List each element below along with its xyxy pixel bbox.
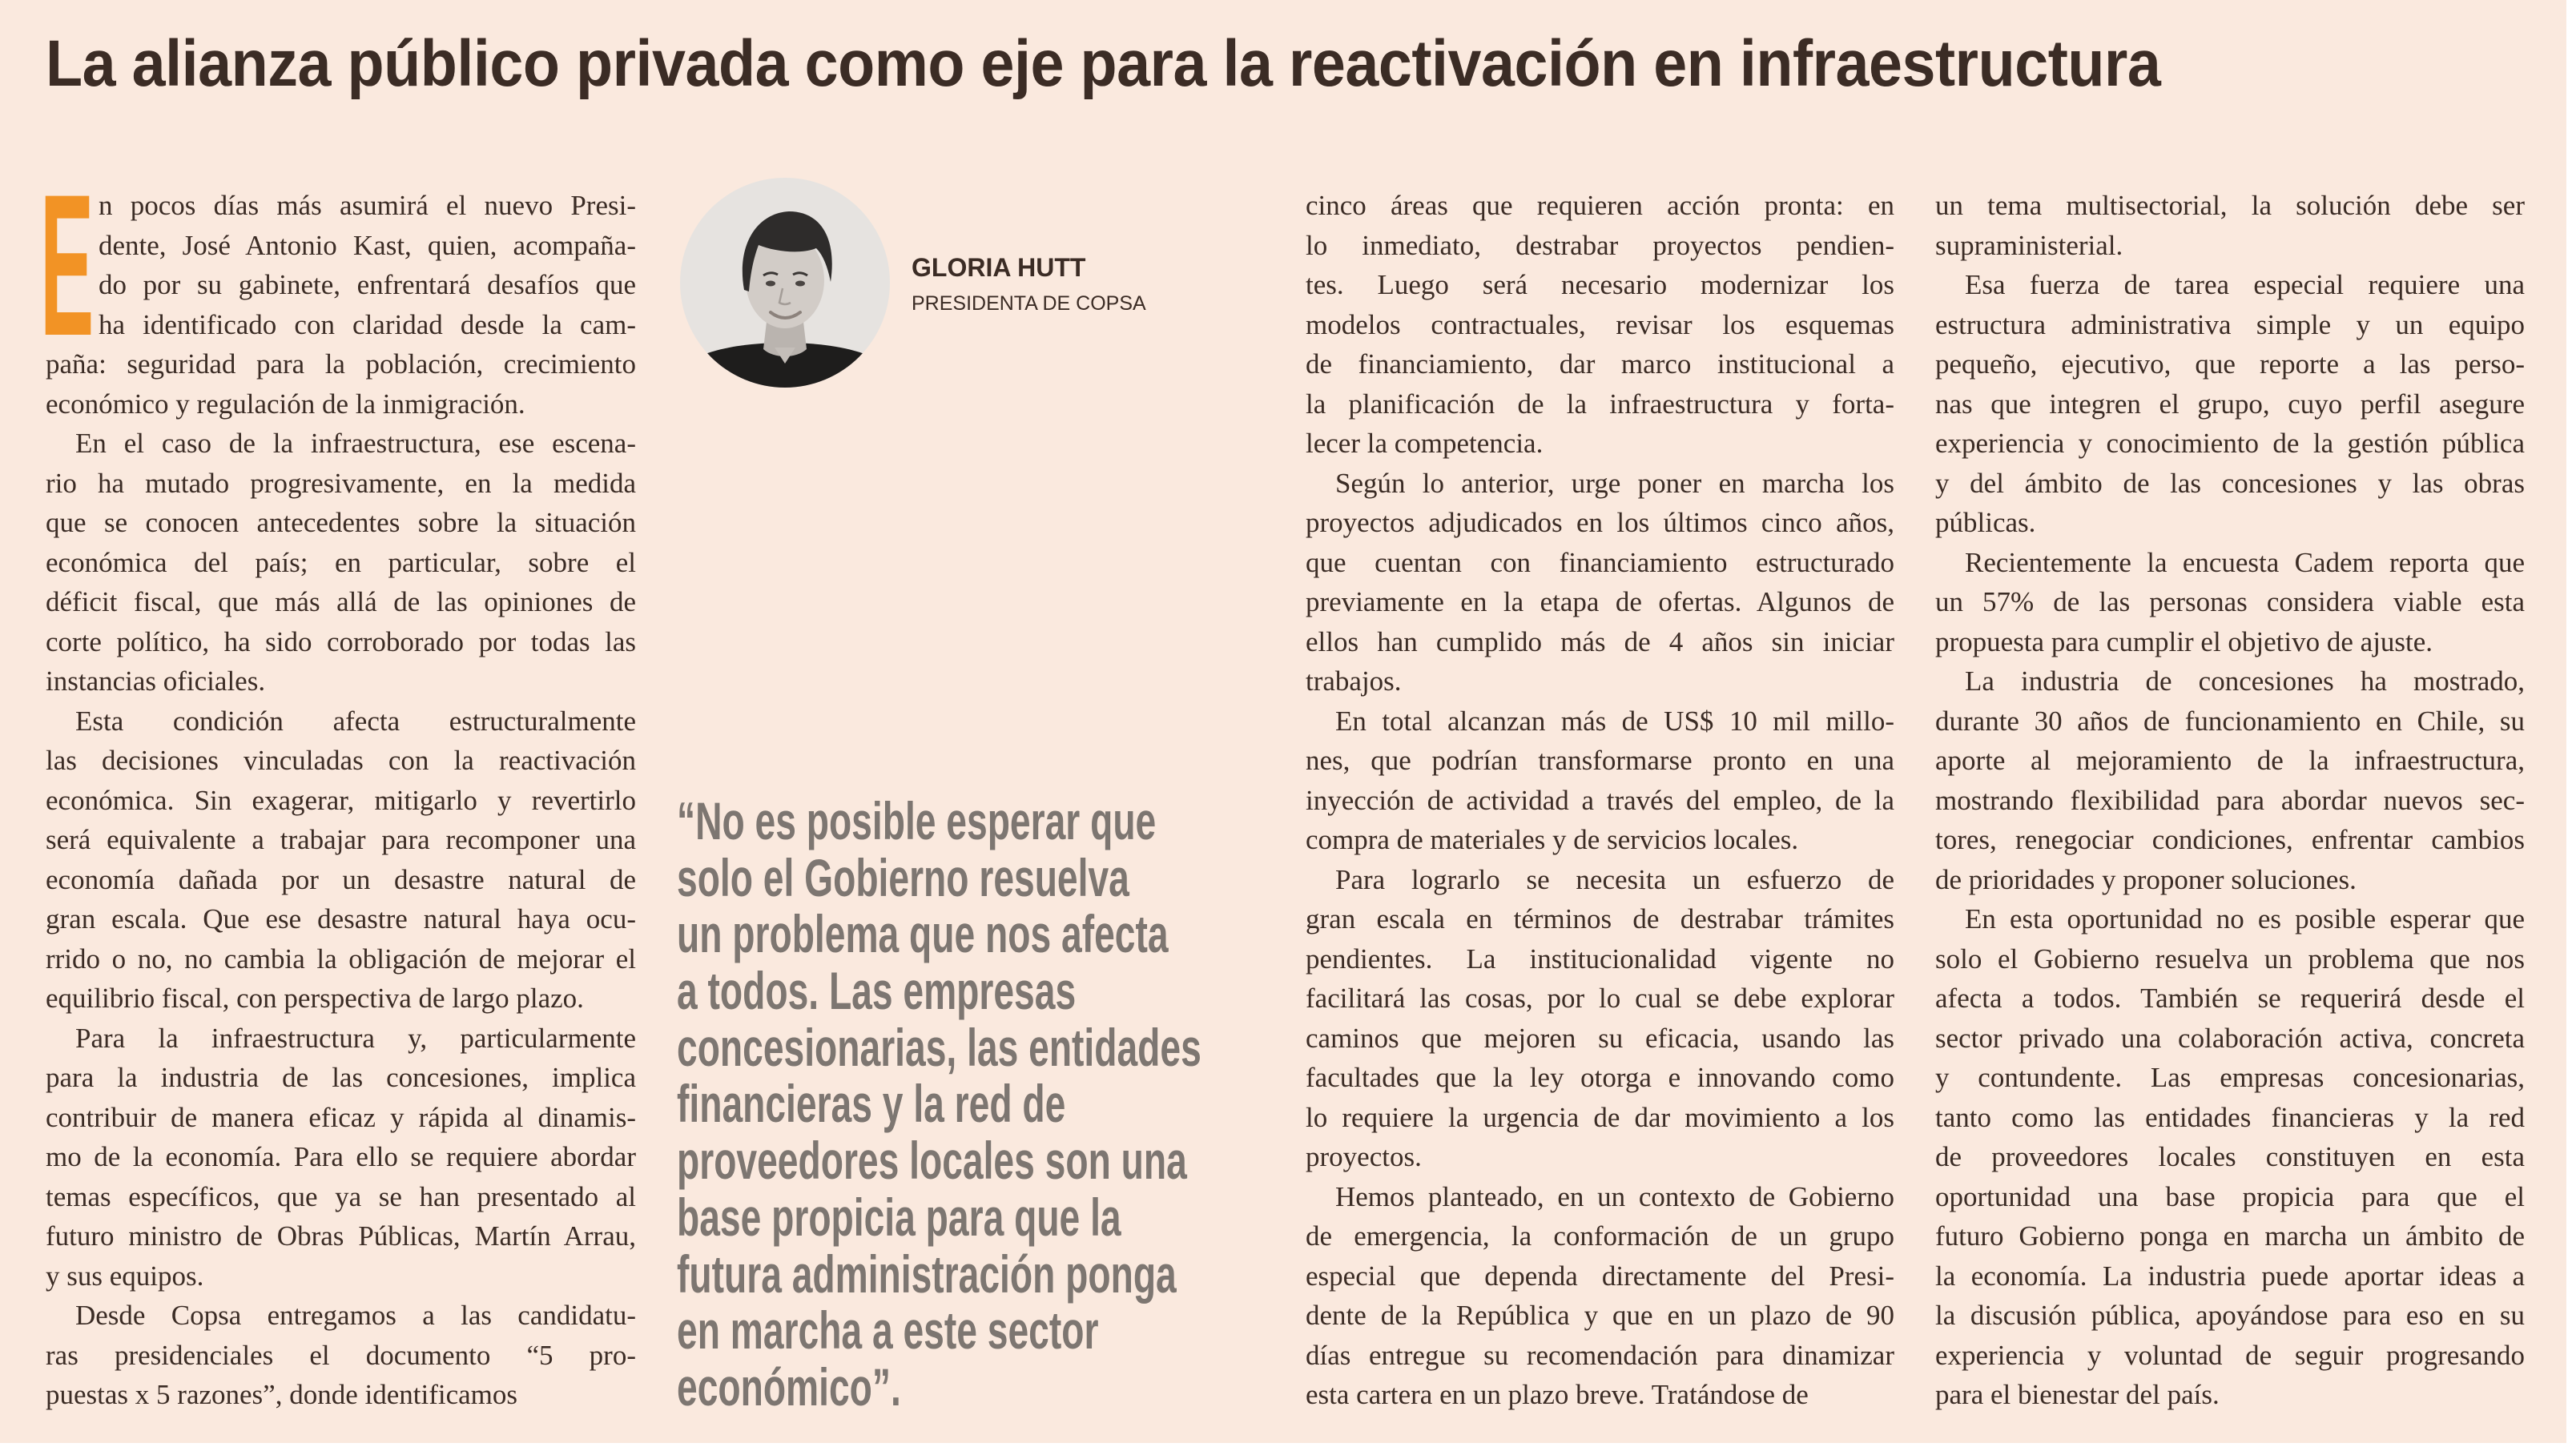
text-line: La industria de concesiones ha mostrado, (1965, 665, 2525, 697)
pull-quote-line: futura administración ponga (677, 1244, 1177, 1304)
author-photo (680, 178, 890, 388)
text-line: de proveedores locales constituyen en esta (1935, 1141, 2525, 1172)
text-line: Esta condición afecta estructuralmente (75, 705, 636, 737)
text-line: la economía. La industria puede aportar ideas a (1935, 1260, 2525, 1292)
text-line: temas específicos, que ya se han presentado al (46, 1180, 636, 1212)
pull-quote (677, 793, 1238, 1416)
paragraph (1935, 661, 2525, 899)
text-line: economía dañada por un desastre natural de (46, 863, 636, 895)
text-line: esta cartera en un plazo breve. Tratándose de (1306, 1379, 1809, 1410)
paragraph (1306, 1177, 1894, 1415)
author-name: GLORIA HUTT (912, 253, 1086, 282)
text-line: durante 30 años de funcionamiento en Chile, su (1935, 705, 2525, 737)
text-line: Esa fuerza de tarea especial requiere una (1965, 269, 2525, 300)
text-line: de financiamiento, dar marco institucional a (1306, 348, 1894, 380)
text-column (1935, 186, 2525, 1415)
author-role: PRESIDENTA DE COPSA (912, 292, 1146, 315)
text-line: Para la infraestructura y, particularmente (75, 1022, 636, 1054)
text-line: inyección de actividad a través del empleo, de la (1306, 784, 1894, 816)
text-line: las decisiones vinculadas con la reactivación (46, 745, 636, 776)
drop-cap: E (40, 153, 95, 378)
text-line: nes, que podrían transformarse pronto en una (1306, 745, 1894, 776)
text-line: y contundente. Las empresas concesionarias, (1935, 1062, 2525, 1093)
text-line: dente de la República y que en un plazo de 90 (1306, 1300, 1894, 1331)
text-line: aporte al mejoramiento de la infraestructura, (1935, 745, 2525, 776)
text-line: Hemos planteado, en un contexto de Gobierno (1335, 1180, 1894, 1212)
text-line: lo requiere la urgencia de dar movimiento a los (1306, 1101, 1894, 1133)
paragraph (46, 1019, 636, 1296)
text-line: dente, José Antonio Kast, quien, acompaña- (99, 229, 636, 261)
pull-quote-line: a todos. Las empresas (677, 961, 1077, 1021)
text-line: paña: seguridad para la población, crecimiento (46, 348, 636, 380)
text-line: que se conocen antecedentes sobre la situación (46, 507, 636, 538)
text-line: do por su gabinete, enfrentará desafíos que (99, 269, 636, 300)
text-line: Desde Copsa entregamos a las candidatu- (75, 1300, 636, 1331)
text-line: económico y regulación de la inmigración. (46, 388, 525, 420)
text-line: n pocos días más asumirá el nuevo Presi- (99, 190, 636, 221)
text-line: ellos han cumplido más de 4 años sin iniciar (1306, 625, 1894, 657)
text-line: tores, renegociar condiciones, enfrentar cambios (1935, 824, 2525, 855)
text-line: facultades que la ley otorga e innovando como (1306, 1062, 1894, 1093)
text-line: En esta oportunidad no es posible esperar que (1965, 903, 2525, 935)
article-title: La alianza público privada como eje para la reactivación en infraestructura (46, 27, 2161, 100)
text-column (40, 153, 636, 1415)
text-line: la planificación de la infraestructura y forta- (1306, 388, 1894, 420)
text-line: un tema multisectorial, la solución debe ser (1935, 190, 2525, 221)
text-line: proyectos. (1306, 1141, 1422, 1172)
text-line: estructura administrativa simple y un equipo (1935, 308, 2525, 340)
text-line: rrido o no, no cambia la obligación de mejorar el (46, 943, 636, 975)
text-line: mostrando flexibilidad para abordar nuevos sec- (1935, 784, 2525, 816)
text-line: pequeño, ejecutivo, que reporte a las perso- (1935, 348, 2525, 380)
text-line: ras presidenciales el documento “5 pro- (46, 1339, 636, 1371)
text-line: previamente en la etapa de ofertas. Algunos de (1306, 586, 1894, 617)
text-line: propuesta para cumplir el objetivo de ajuste. (1935, 625, 2433, 657)
paragraph (1935, 543, 2525, 662)
text-line: económica del país; en particular, sobre el (46, 546, 636, 578)
text-line: compra de materiales y de servicios locales. (1306, 824, 1799, 855)
text-line: mo de la economía. Para ello se requiere abordar (46, 1141, 636, 1172)
text-line: Para lograrlo se necesita un esfuerzo de (1335, 863, 1894, 895)
text-line: nas que integren el grupo, cuyo perfil asegure (1935, 388, 2525, 420)
text-line: solo el Gobierno resuelva un problema que nos (1935, 943, 2525, 975)
text-line: modelos contractuales, revisar los esquemas (1306, 308, 1894, 340)
paragraph (46, 1296, 636, 1415)
text-line: ha identificado con claridad desde la cam- (99, 308, 636, 340)
text-line: facilitará las cosas, por lo cual se debe explorar (1306, 983, 1894, 1014)
pull-quote-line: “No es posible esperar que (677, 791, 1157, 850)
text-line: y sus equipos. (46, 1260, 204, 1292)
text-line: para el bienestar del país. (1935, 1379, 2220, 1410)
paragraph (1935, 186, 2525, 265)
text-line: afecta a todos. También se requerirá desde el (1935, 983, 2525, 1014)
text-line: y del ámbito de las concesiones y las obras (1935, 467, 2525, 499)
text-line: futuro Gobierno ponga en marcha un ámbito de (1935, 1220, 2525, 1252)
paragraph (46, 424, 636, 701)
text-line: para la industria de las concesiones, implica (46, 1062, 636, 1093)
paragraph (46, 186, 636, 424)
text-line: contribuir de manera eficaz y rápida al dinamis- (46, 1101, 636, 1133)
text-line: supraministerial. (1935, 229, 2123, 261)
text-line: públicas. (1935, 507, 2036, 538)
text-line: un 57% de las personas considera viable esta (1935, 586, 2525, 617)
pull-quote-line: financieras y la red de (677, 1074, 1066, 1134)
text-line: Recientemente la encuesta Cadem reporta que (1965, 546, 2525, 578)
text-line: lo inmediato, destrabar proyectos pendien- (1306, 229, 1894, 261)
text-line: que cuentan con financiamiento estructurado (1306, 546, 1894, 578)
text-line: económica. Sin exagerar, mitigarlo y revertirlo (46, 784, 636, 816)
pull-quote-line: solo el Gobierno resuelva (677, 847, 1129, 907)
paragraph (1306, 464, 1894, 701)
paragraph (1935, 899, 2525, 1415)
paragraph (1935, 265, 2525, 543)
pull-quote-line: proveedores locales son una (677, 1131, 1187, 1191)
text-line: En el caso de la infraestructura, ese escena- (75, 428, 636, 459)
text-line: corte político, ha sido corroborado por todas las (46, 625, 636, 657)
text-line: equilibrio fiscal, con perspectiva de largo plazo. (46, 983, 584, 1014)
text-line: puestas x 5 razones”, donde identificamos (46, 1379, 517, 1410)
text-line: experiencia y conocimiento de la gestión pública (1935, 428, 2525, 459)
text-column (1306, 186, 1894, 1415)
text-line: rio ha mutado progresivamente, en la medida (46, 467, 636, 499)
text-line: la discusión pública, apoyándose para eso en su (1935, 1300, 2525, 1331)
text-line: tanto como las entidades financieras y la red (1935, 1101, 2525, 1133)
text-line: futuro ministro de Obras Públicas, Martín Arrau, (46, 1220, 636, 1252)
paragraph (46, 701, 636, 1019)
text-line: será equivalente a trabajar para recomponer una (46, 824, 636, 855)
pull-quote-line: concesionarias, las entidades (677, 1017, 1201, 1077)
text-line: Según lo anterior, urge poner en marcha los (1335, 467, 1894, 499)
text-line: sector privado una colaboración activa, concreta (1935, 1022, 2525, 1054)
text-line: de emergencia, la conformación de un grupo (1306, 1220, 1894, 1252)
text-line: cinco áreas que requieren acción pronta: en (1306, 190, 1894, 221)
text-line: de prioridades y proponer soluciones. (1935, 863, 2357, 895)
text-line: caminos que mejoren su eficacia, usando las (1306, 1022, 1894, 1054)
text-line: oportunidad una base propicia para que el (1935, 1180, 2525, 1212)
text-line: déficit fiscal, que más allá de las opiniones de (46, 586, 636, 617)
pull-quote-line: un problema que nos afecta (677, 904, 1169, 964)
text-line: tes. Luego será necesario modernizar los (1306, 269, 1894, 300)
text-line: gran escala en términos de destrabar trámites (1306, 903, 1894, 935)
text-line: En total alcanzan más de US$ 10 mil millo- (1335, 705, 1894, 737)
text-line: lecer la competencia. (1306, 428, 1544, 459)
text-line: instancias oficiales. (46, 665, 266, 697)
paragraph (1306, 186, 1894, 464)
pull-quote-line: base propicia para que la (677, 1187, 1121, 1247)
text-line: pendientes. La institucionalidad vigente no (1306, 943, 1894, 975)
text-line: especial que dependa directamente del Presi- (1306, 1260, 1894, 1292)
text-line: gran escala. Que ese desastre natural haya ocu- (46, 903, 636, 935)
text-line: experiencia y voluntad de seguir progresando (1935, 1339, 2525, 1371)
paragraph (1306, 860, 1894, 1177)
text-line: trabajos. (1306, 665, 1402, 697)
paragraph (1306, 701, 1894, 860)
text-line: días entregue su recomendación para dinamizar (1306, 1339, 1894, 1371)
pull-quote-line: en marcha a este sector (677, 1300, 1099, 1361)
text-line: proyectos adjudicados en los últimos cinco años, (1306, 507, 1894, 538)
pull-quote-line: económico”. (677, 1357, 901, 1417)
